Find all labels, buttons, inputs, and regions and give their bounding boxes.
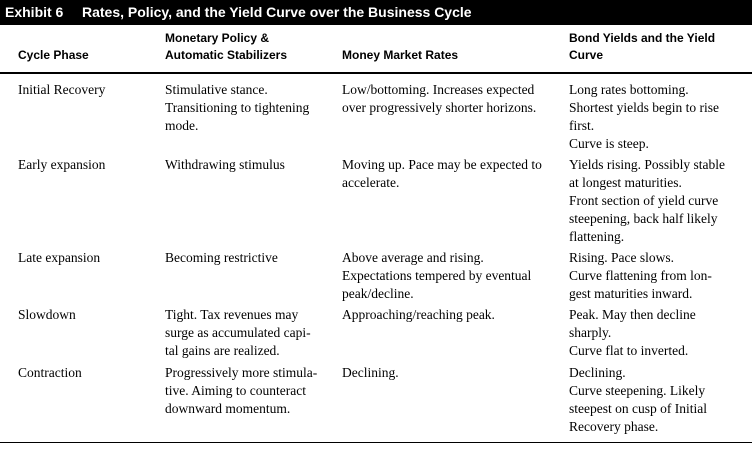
header-rule [0, 72, 752, 74]
row-contraction-bonds: Declining. Curve steepening. Likely steepest on cusp of Initial Recovery phase. [569, 365, 707, 434]
row-slowdown-policy: Tight. Tax revenues may surge as accumulated capi- tal gains are realized. [165, 307, 311, 358]
row-slowdown-money: Approaching/reaching peak. [342, 307, 495, 322]
row-contraction-policy: Progressively more stimula- tive. Aiming to counteract downward momentum. [165, 365, 318, 416]
row-early-expansion-phase: Early expansion [18, 157, 106, 172]
row-early-expansion-bonds: Yields rising. Possibly stable at longest maturities. Front section of yield curve steepening, back half likely flattening. [569, 157, 726, 244]
header-money-market-rates: Money Market Rates [342, 48, 459, 62]
header-cycle-phase: Cycle Phase [18, 48, 89, 62]
row-late-expansion-bonds: Rising. Pace slows. Curve flattening from lon- gest maturities inward. [569, 250, 712, 301]
row-contraction-money: Declining. [342, 365, 399, 380]
row-slowdown-phase: Slowdown [18, 307, 76, 322]
row-initial-recovery-money: Low/bottoming. Increases expected over progressively shorter horizons. [342, 82, 537, 115]
row-initial-recovery-policy: Stimulative stance. Transitioning to tightening mode. [165, 82, 310, 133]
table-bottom-rule [0, 442, 752, 443]
row-contraction-phase: Contraction [18, 365, 82, 380]
row-initial-recovery-phase: Initial Recovery [18, 82, 106, 97]
exhibit-title-bar [0, 0, 752, 25]
row-late-expansion-phase: Late expansion [18, 250, 101, 265]
row-slowdown-bonds: Peak. May then decline sharply. Curve flat to inverted. [569, 307, 696, 358]
header-monetary-policy: Monetary Policy & Automatic Stabilizers [165, 31, 288, 62]
row-early-expansion-money: Moving up. Pace may be expected to accelerate. [342, 157, 542, 190]
row-late-expansion-money: Above average and rising. Expectations tempered by eventual peak/decline. [342, 250, 532, 301]
row-late-expansion-policy: Becoming restrictive [165, 250, 278, 265]
header-bond-yields: Bond Yields and the Yield Curve [569, 31, 716, 62]
row-initial-recovery-bonds: Long rates bottoming. Shortest yields begin to rise first. Curve is steep. [569, 82, 719, 151]
exhibit-label: Exhibit 6 [5, 4, 64, 20]
exhibit-title: Rates, Policy, and the Yield Curve over the Business Cycle [82, 4, 472, 20]
row-early-expansion-policy: Withdrawing stimulus [165, 157, 285, 172]
